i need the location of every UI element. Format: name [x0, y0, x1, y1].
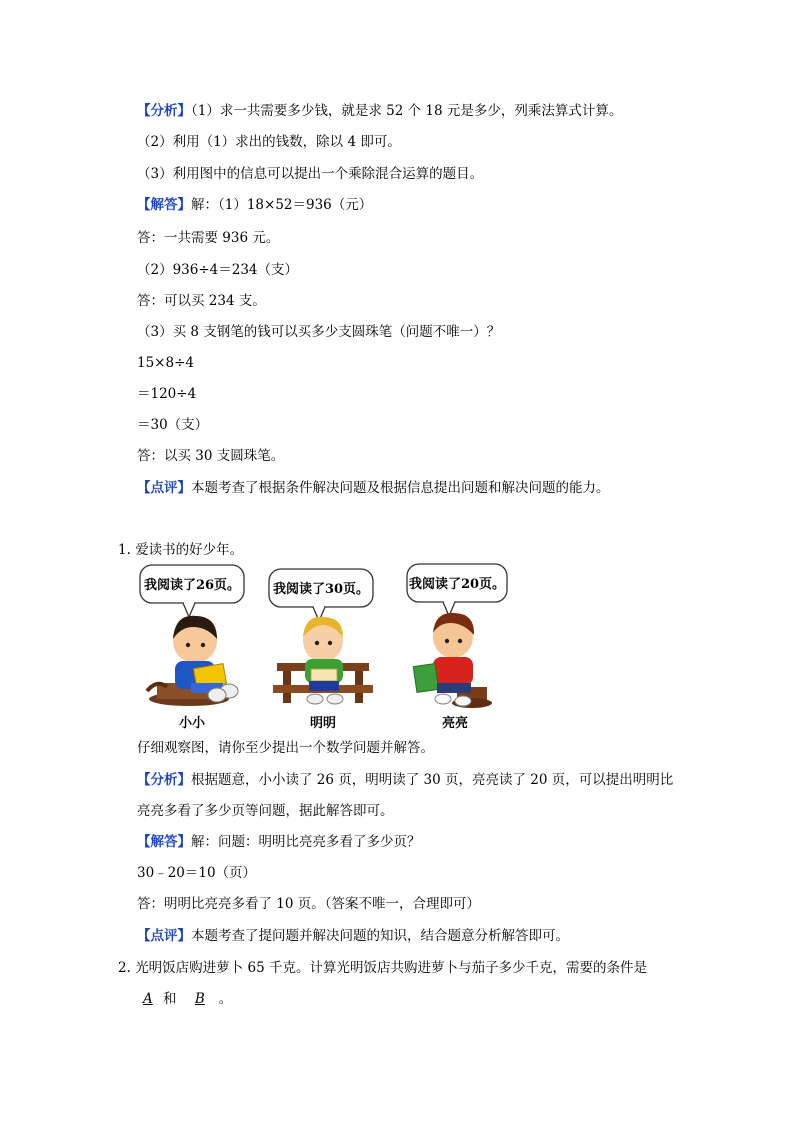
- answer-line-8: ＝30（支）: [137, 417, 209, 433]
- bubble-text-3: 我阅读了20页。: [408, 577, 506, 592]
- and-word: 和: [163, 991, 177, 1007]
- q1-answer-line-1: [137, 832, 421, 852]
- answer-tag: 【解答】: [137, 197, 191, 213]
- analysis-line-2: （2）利用（1）求出的钱数，除以 4 即可。: [137, 134, 401, 150]
- q1-answer-tag: 【解答】: [137, 834, 191, 850]
- kid-xiaoxiao: [147, 616, 238, 706]
- question-number: 1.: [118, 542, 131, 558]
- answer-line-6: 15×8÷4: [137, 355, 194, 371]
- speech-bubble-1: [140, 565, 244, 617]
- name-label-2: 明明: [309, 716, 337, 731]
- answer-line-9: 答：以买 30 支圆珠笔。: [137, 448, 285, 464]
- reading-kids-illustration: [137, 561, 511, 733]
- comment-tag: 【点评】: [137, 480, 191, 496]
- answer-line-5: （3）买 8 支钢笔的钱可以买多少支圆珠笔（问题不唯一）？: [137, 324, 501, 340]
- q1-answer-line-2: 30﹣20＝10（页）: [137, 865, 257, 881]
- question-number-2: 2.: [118, 960, 131, 976]
- question-1-prompt: 仔细观察图，请你至少提出一个数学问题并解答。: [137, 740, 434, 756]
- speech-bubble-3: [407, 564, 507, 616]
- q1-comment-text: 本题考查了提问题并解决问题的知识，结合题意分析解答即可。: [191, 928, 569, 944]
- kid-liangliang: [413, 613, 492, 708]
- q1-analysis-line-2: 亮亮多看了多少页等问题，据此解答即可。: [137, 803, 394, 819]
- blank-b: B: [194, 991, 205, 1007]
- answer-line-1: [137, 195, 372, 215]
- name-label-1: 小小: [178, 716, 206, 731]
- q1-analysis-line-1: [137, 770, 673, 790]
- speech-bubble-2: [269, 569, 373, 621]
- question-2-text: [118, 958, 647, 978]
- bubble-text-2: 我阅读了30页。: [272, 582, 370, 597]
- question-title: 爱读书的好少年。: [135, 542, 244, 558]
- blank-a: A: [143, 991, 153, 1007]
- bubble-text-1: 我阅读了26页。: [143, 578, 241, 593]
- answer-line-2: 答：一共需要 936 元。: [137, 230, 280, 246]
- q1-answer-line-3: 答：明明比亮亮多看了 10 页。（答案不唯一，合理即可）: [137, 896, 481, 912]
- name-label-3: 亮亮: [441, 716, 469, 731]
- question-2-body: 光明饭店购进萝卜 65 千克。计算光明饭店共购进萝卜与茄子多少千克，需要的条件是: [135, 960, 647, 976]
- q1-analysis-tag: 【分析】: [137, 772, 191, 788]
- comment-text: 本题考查了根据条件解决问题及根据信息提出问题和解决问题的能力。: [191, 480, 610, 496]
- q1-comment-line: [137, 926, 569, 946]
- question-2-end: 。: [218, 991, 233, 1007]
- analysis-line-3: （3）利用图中的信息可以提出一个乘除混合运算的题目。: [137, 166, 484, 182]
- kid-mingming: [273, 617, 373, 704]
- q1-analysis-text: 根据题意，小小读了 26 页，明明读了 30 页，亮亮读了 20 页，可以提出明明比: [191, 772, 674, 788]
- answer-text: 解：（1）18×52＝936（元）: [191, 197, 373, 213]
- answer-line-7: ＝120÷4: [137, 386, 197, 402]
- analysis-line-1: [137, 101, 622, 121]
- q1-answer-text: 解：问题：明明比亮亮多看了多少页？: [191, 834, 421, 850]
- answer-line-4: 答：可以买 234 支。: [137, 293, 266, 309]
- comment-line: [137, 478, 610, 498]
- question-2-blanks: [137, 989, 232, 1009]
- analysis-text: （1）求一共需要多少钱，就是求 52 个 18 元是多少，列乘法算式计算。: [191, 103, 623, 119]
- question-1-title: [118, 540, 243, 560]
- analysis-tag: 【分析】: [137, 103, 191, 119]
- answer-line-3: （2）936÷4＝234（支）: [137, 262, 299, 278]
- q1-comment-tag: 【点评】: [137, 928, 191, 944]
